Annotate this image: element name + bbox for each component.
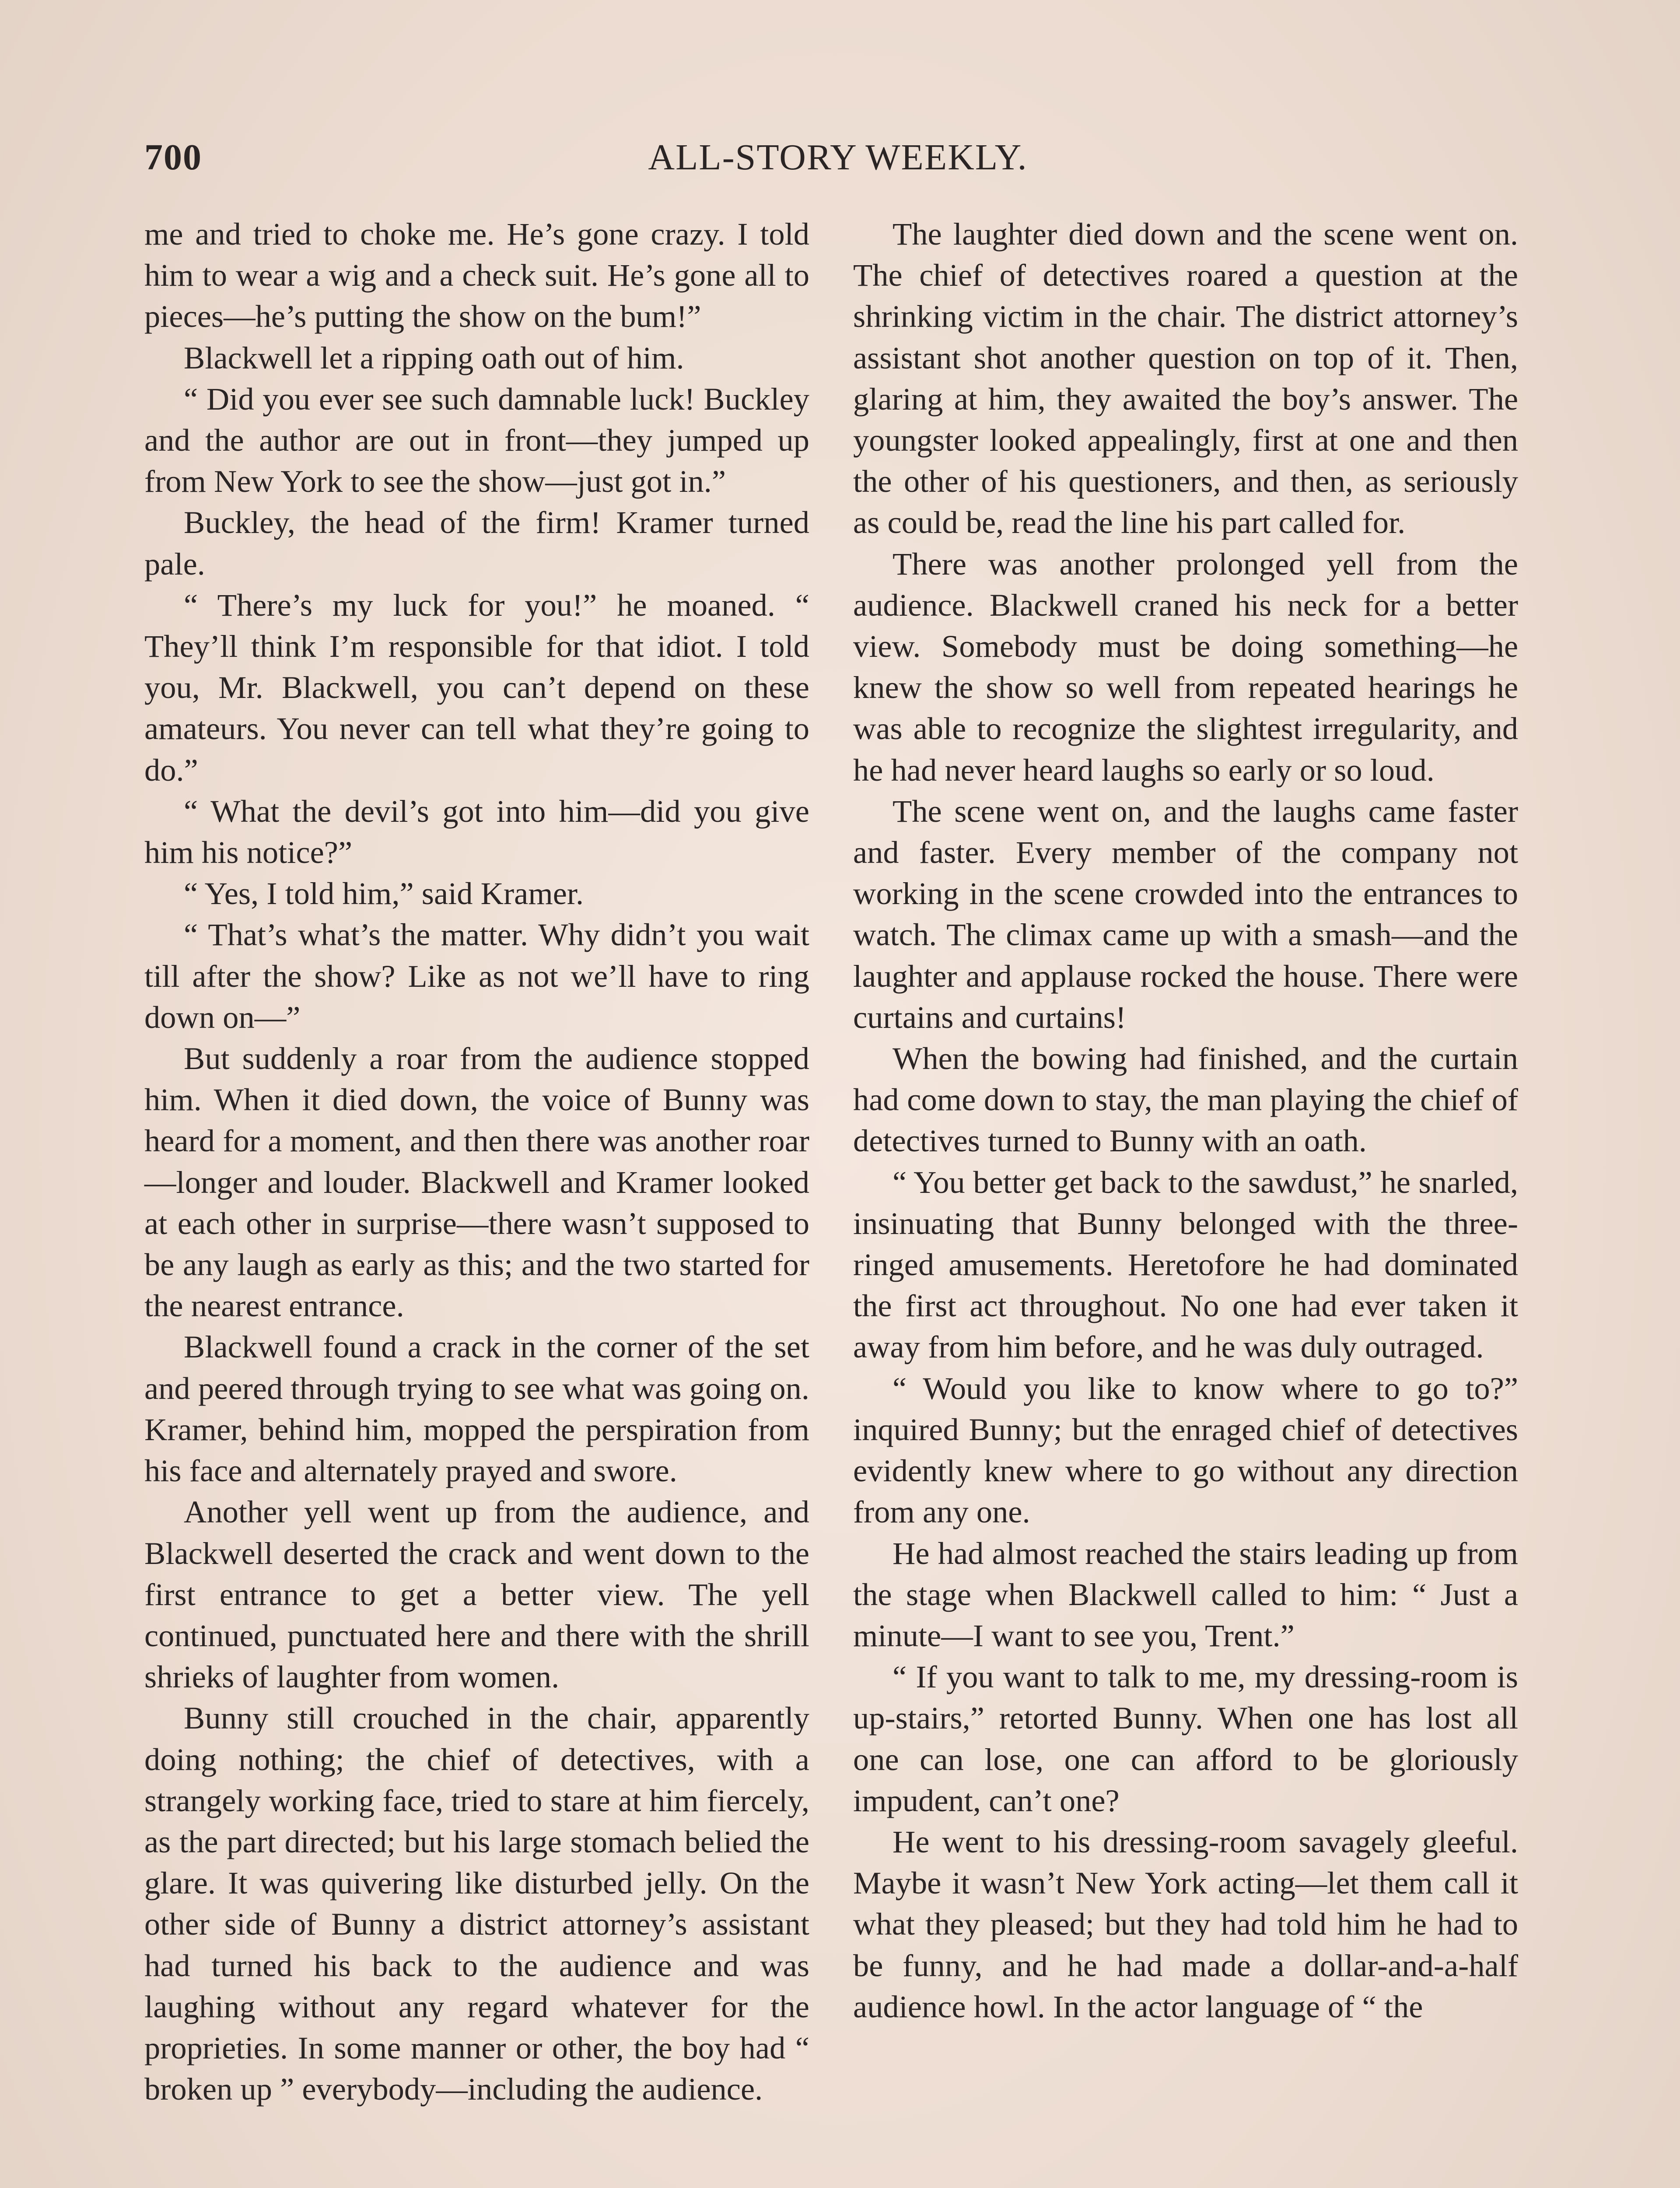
paragraph: There was another prolonged yell from the audience. Blackwell craned his neck for a better view. Somebody must be doing something—he knew the show so well from repeated hearings he was able to recognize the slightest irregularity, and he had never heard laughs so early or so loud. — [853, 546, 1518, 788]
paragraph: Blackwell found a crack in the corner of the set and peered through trying to see what was going on. Kramer, behind him, mopped the perspiration from his face and alternately prayed and swore. — [144, 1329, 809, 1489]
paragraph: “ That’s what’s the matter. Why didn’t you wait till after the show? Like as not we’ll have to ring down on—” — [144, 917, 809, 1035]
page-header — [144, 133, 1531, 182]
paragraph: “ You better get back to the sawdust,” he snarled, insinuating that Bunny belonged with the three-ringed amusements. Heretofore he had dominated the first act throughout. No one had ever taken it away from him before, and he was duly outraged. — [853, 1164, 1518, 1365]
right-column — [853, 214, 1518, 2027]
paragraph: The scene went on, and the laughs came faster and faster. Every member of the company not working in the scene crowded into the entrances to watch. The climax came up with a smash—and the laughter and applause rocked the house. There were curtains and curtains! — [853, 793, 1518, 1035]
paragraph: But suddenly a roar from the audience stopped him. When it died down, the voice of Bunny was heard for a moment, and then there was another roar—longer and louder. Blackwell and Kramer looked at each other in surprise—there wasn’t supposed to be any laugh as early as this; and the two started for the nearest entrance. — [144, 1041, 809, 1324]
paragraph: The laughter died down and the scene went on. The chief of detectives roared a question at the shrinking victim in the chair. The district attorney’s assistant shot another question on top of it. Then, glaring at him, they awaited the boy’s answer. The youngster looked appealingly, first at one and then the other of his questioners, and then, as seriously as could be, read the line his part called for. — [853, 216, 1518, 540]
paragraph: “ Would you like to know where to go to?” inquired Bunny; but the enraged chief of detectives evidently knew where to go without any direction from any one. — [853, 1370, 1518, 1530]
paragraph: When the bowing had finished, and the curtain had come down to stay, the man playing the chief of detectives turned to Bunny with an oath. — [853, 1041, 1518, 1159]
paragraph: “ If you want to talk to me, my dressing-room is up-stairs,” retorted Bunny. When one has lost all one can lose, one can afford to be gloriously impudent, can’t one? — [853, 1659, 1518, 1818]
paragraph: “ Yes, I told him,” said Kramer. — [184, 876, 584, 912]
paragraph: Blackwell let a ripping oath out of him. — [184, 340, 684, 375]
paragraph: “ What the devil’s got into him—did you give him his notice?” — [144, 793, 809, 870]
paragraph: Buckley, the head of the firm! Kramer turned pale. — [144, 505, 809, 582]
paragraph: “ There’s my luck for you!” he moaned. “ They’ll think I’m responsible for that idiot. I told you, Mr. Blackwell, you can’t depend on these amateurs. You never can tell what they’re going to do.” — [144, 587, 809, 788]
page-number: 700 — [144, 137, 202, 178]
magazine-title: ALL-STORY WEEKLY. — [648, 137, 1028, 178]
paragraph: Bunny still crouched in the chair, apparently doing nothing; the chief of detectives, with a strangely working face, tried to stare at him fiercely, as the part directed; but his large stomach belied the glare. It was quivering like disturbed jelly. On the other side of Bunny a district attorney’s assistant had turned his back to the audience and was laughing without any regard whatever for the proprieties. In some manner or other, the boy had “ broken up ” everybody—including the audience. — [144, 1700, 809, 2107]
left-column — [144, 214, 809, 2110]
paragraph: He had almost reached the stairs leading up from the stage when Blackwell called to him: “ Just a minute—I want to see you, Trent.” — [853, 1535, 1518, 1653]
paragraph: me and tried to choke me. He’s gone crazy. I told him to wear a wig and a check suit. He’s gone all to pieces—he’s putting the show on the bum!” — [144, 216, 809, 334]
paragraph: He went to his dressing-room savagely gleeful. Maybe it wasn’t New York acting—let them call it what they pleased; but they had told him he had to be funny, and he had made a dollar-and-a-half audience howl. In the actor language of “ the — [853, 1823, 1518, 2024]
paragraph: Another yell went up from the audience, and Blackwell deserted the crack and went down to the first entrance to get a better view. The yell continued, punctuated here and there with the shrill shrieks of laughter from women. — [144, 1494, 809, 1695]
paragraph: “ Did you ever see such damnable luck! Buckley and the author are out in front—they jumped up from New York to see the show—just got in.” — [144, 381, 809, 499]
